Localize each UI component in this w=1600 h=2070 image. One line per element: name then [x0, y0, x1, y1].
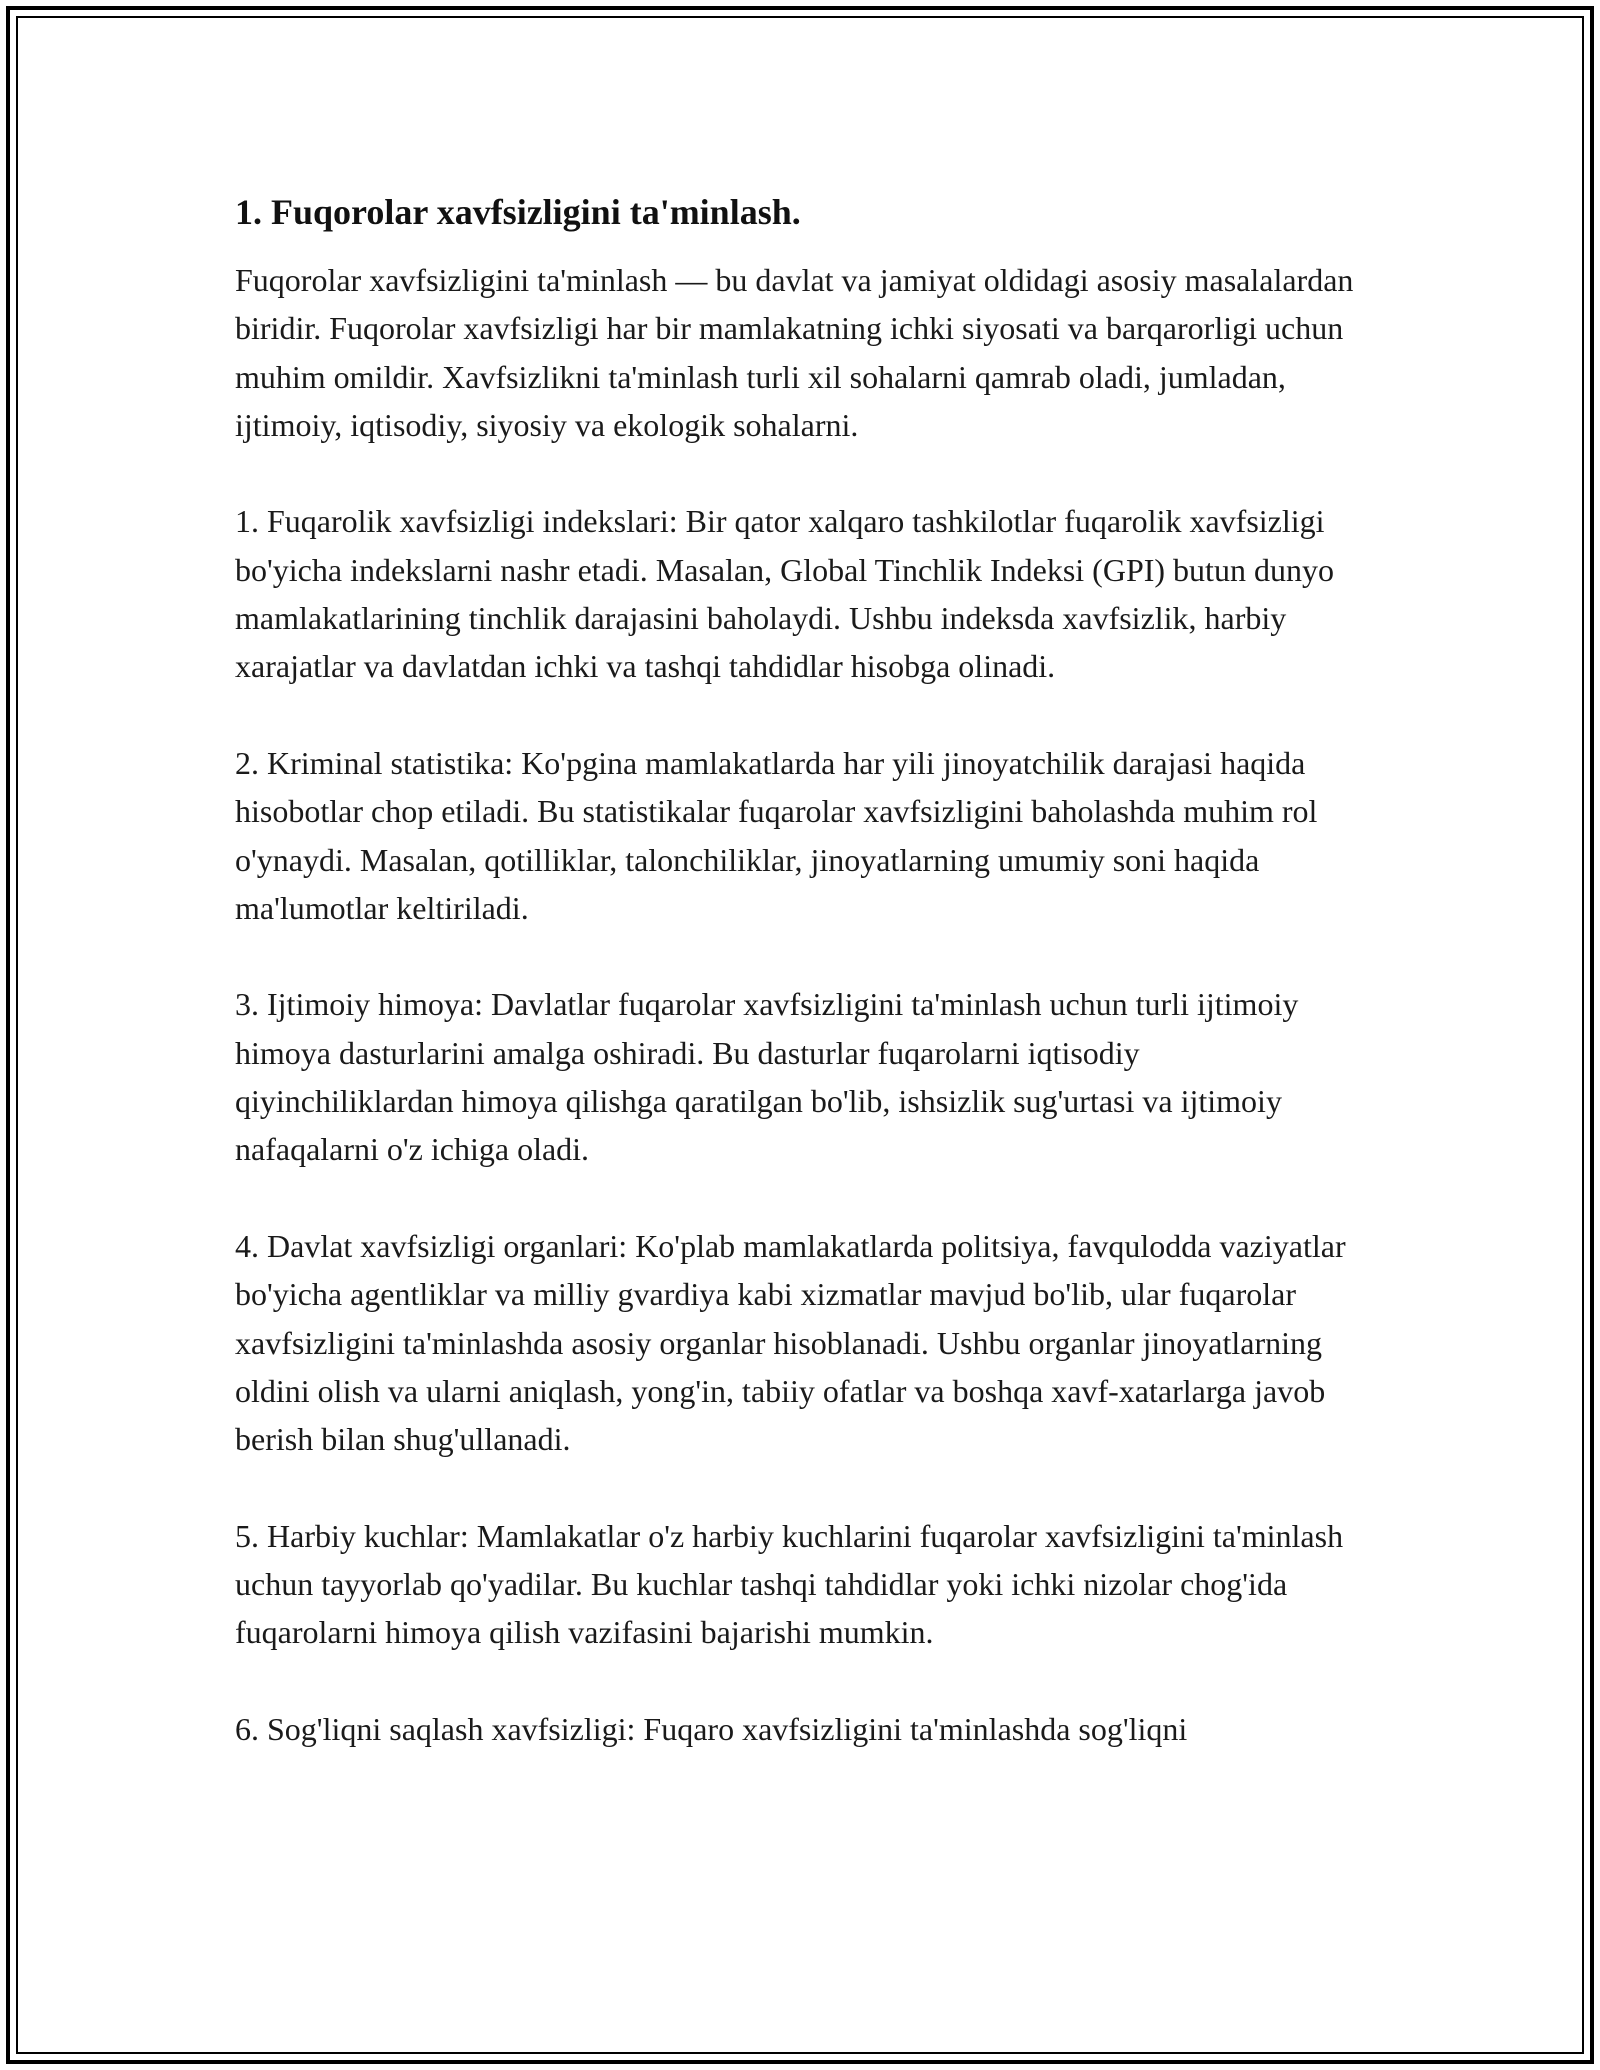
paragraph-item-3: 3. Ijtimoiy himoya: Davlatlar fuqarolar xavfsizligini ta'minlash uchun turli ijtimoiy himoya dasturlarini amalga oshiradi. Bu dasturlar fuqarolarni iqtisodiy qiyinchiliklardan himoya qilishga qaratilgan bo'lib, ishsizlik sug'urtasi va ijtimoiy nafaqalarni o'z ichiga oladi.: [235, 986, 1299, 1168]
paragraph-item-1: 1. Fuqarolik xavfsizligi indekslari: Bir qator xalqaro tashkilotlar fuqarolik xavfsizligi bo'yicha indekslarni nashr etadi. Masalan, Global Tinchlik Indeksi (GPI) butun dunyo mamlakatlarining tinchlik darajasini baholaydi. Ushbu indeksda xavfsizlik, harbiy xarajatlar va davlatdan ichki va tashqi tahdidlar hisobga olinadi.: [235, 503, 1334, 685]
document-title: 1. Fuqorolar xavfsizligini ta'minlash.: [235, 192, 801, 232]
paragraph-item-4: 4. Davlat xavfsizligi organlari: Ko'plab mamlakatlarda politsiya, favqulodda vaziyatlar bo'yicha agentliklar va milliy gvardiya kabi xizmatlar mavjud bo'lib, ular fuqarolar xavfsizligini ta'minlashda asosiy organlar hisoblanadi. Ushbu organlar jinoyatlarning oldini olish va ularni aniqlash, yong'in, tabiiy ofatlar va boshqa xavf-xatarlarga javob berish bilan shug'ullanadi.: [235, 1227, 1346, 1458]
paragraph-intro: Fuqorolar xavfsizligini ta'minlash — bu davlat va jamiyat oldidagi asosiy masalalardan biridir. Fuqorolar xavfsizligi har bir mamlakatning ichki siyosati va barqarorligi uchun muhim omildir. Xavfsizlikni ta'minlash turli xil sohalarni qamrab oladi, jumladan, ijtimoiy, iqtisodiy, siyosiy va ekologik sohalarni.: [235, 262, 1354, 443]
paragraph-item-2: 2. Kriminal statistika: Ko'pgina mamlakatlarda har yili jinoyatchilik darajasi haqida hisobotlar chop etiladi. Bu statistikalar fuqarolar xavfsizligini baholashda muhim rol o'ynaydi. Masalan, qotilliklar, talonchiliklar, jinoyatlarning umumiy soni haqida ma'lumotlar keltiriladi.: [235, 744, 1318, 926]
paragraph-item-6: 6. Sog'liqni saqlash xavfsizligi: Fuqaro xavfsizligini ta'minlashda sog'liqni: [235, 1710, 1188, 1747]
document-body: [235, 190, 1365, 1753]
paragraph-item-5: 5. Harbiy kuchlar: Mamlakatlar o'z harbiy kuchlarini fuqarolar xavfsizligini ta'minlash uchun tayyorlab qo'yadilar. Bu kuchlar tashqi tahdidlar yoki ichki nizolar chog'ida fuqarolarni himoya qilish vazifasini bajarishi mumkin.: [235, 1517, 1344, 1651]
